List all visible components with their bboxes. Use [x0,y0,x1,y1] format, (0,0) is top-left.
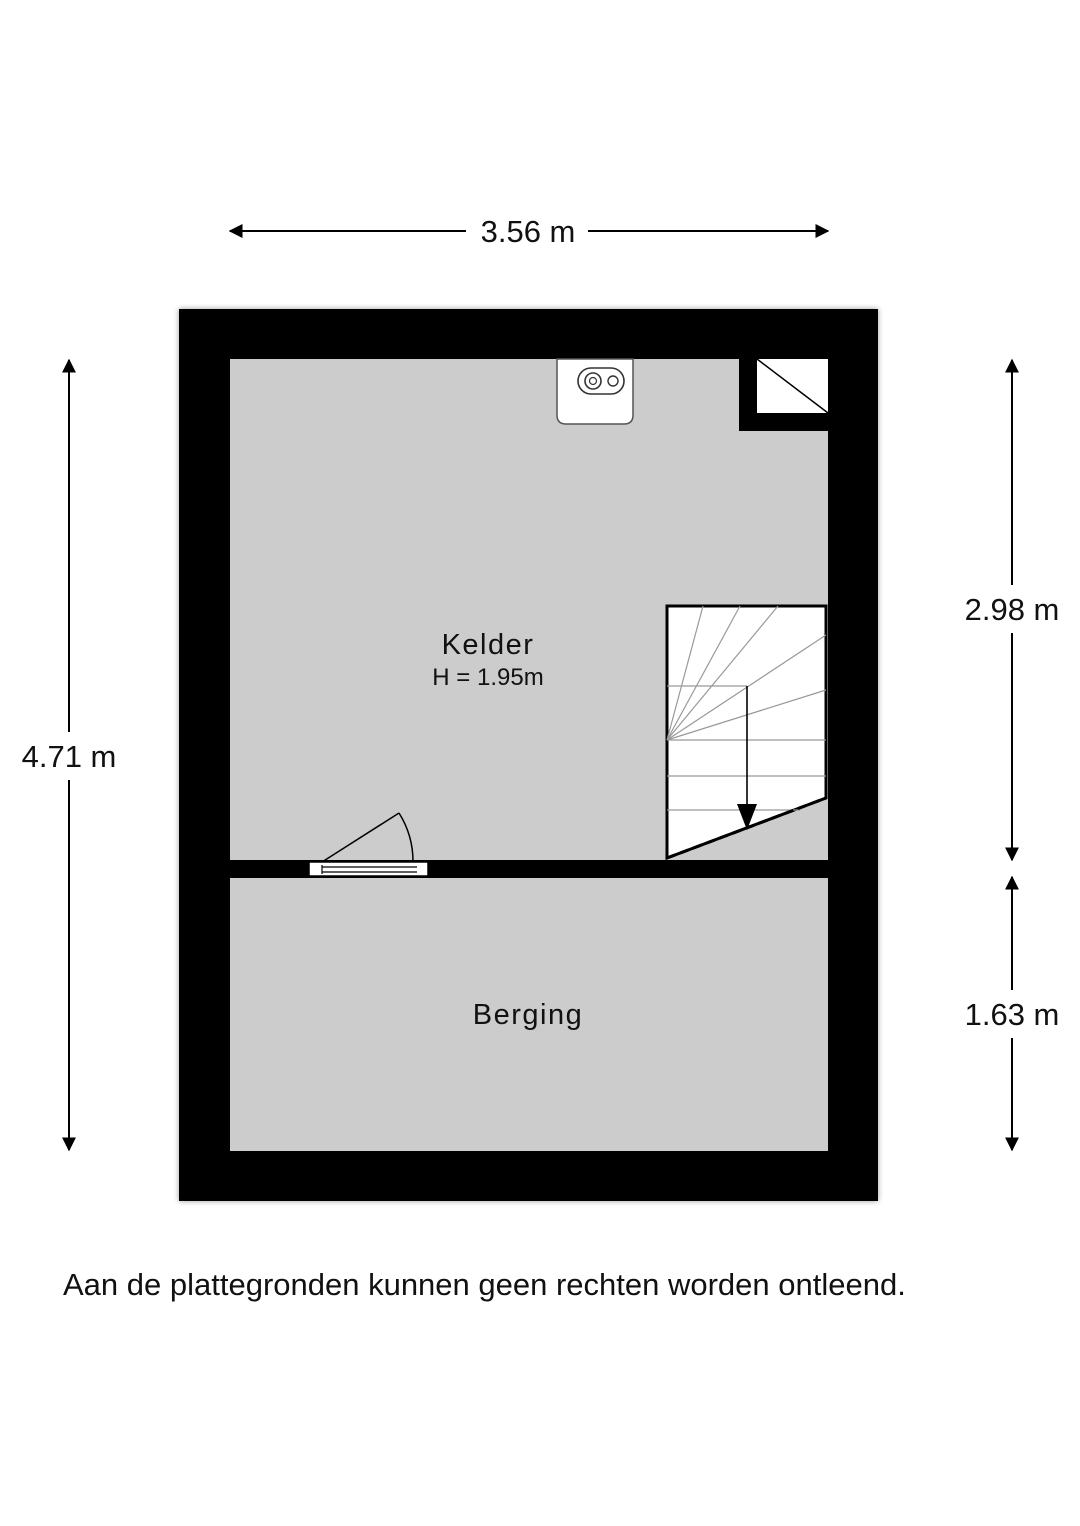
shaft-icon [739,359,828,431]
boiler-icon [557,359,633,424]
dimension-berging-depth [965,877,1060,1150]
dimension-width [230,214,828,249]
dimension-kelder-depth [965,360,1060,860]
dimension-total-depth [22,360,117,1150]
dimension-berging-depth-label: 1.63 m [964,997,1060,1032]
dimension-total-depth-label: 4.71 m [21,739,117,774]
dimension-kelder-depth-label: 2.98 m [964,592,1060,627]
dimension-width-label: 3.56 m [480,214,576,249]
room-height-kelder: H = 1.95m [432,664,544,691]
disclaimer-text: Aan de plattegronden kunnen geen rechten worden ontleend. [63,1267,906,1302]
room-label-berging: Berging [472,999,584,1031]
room-label-kelder: Kelder [441,629,535,661]
